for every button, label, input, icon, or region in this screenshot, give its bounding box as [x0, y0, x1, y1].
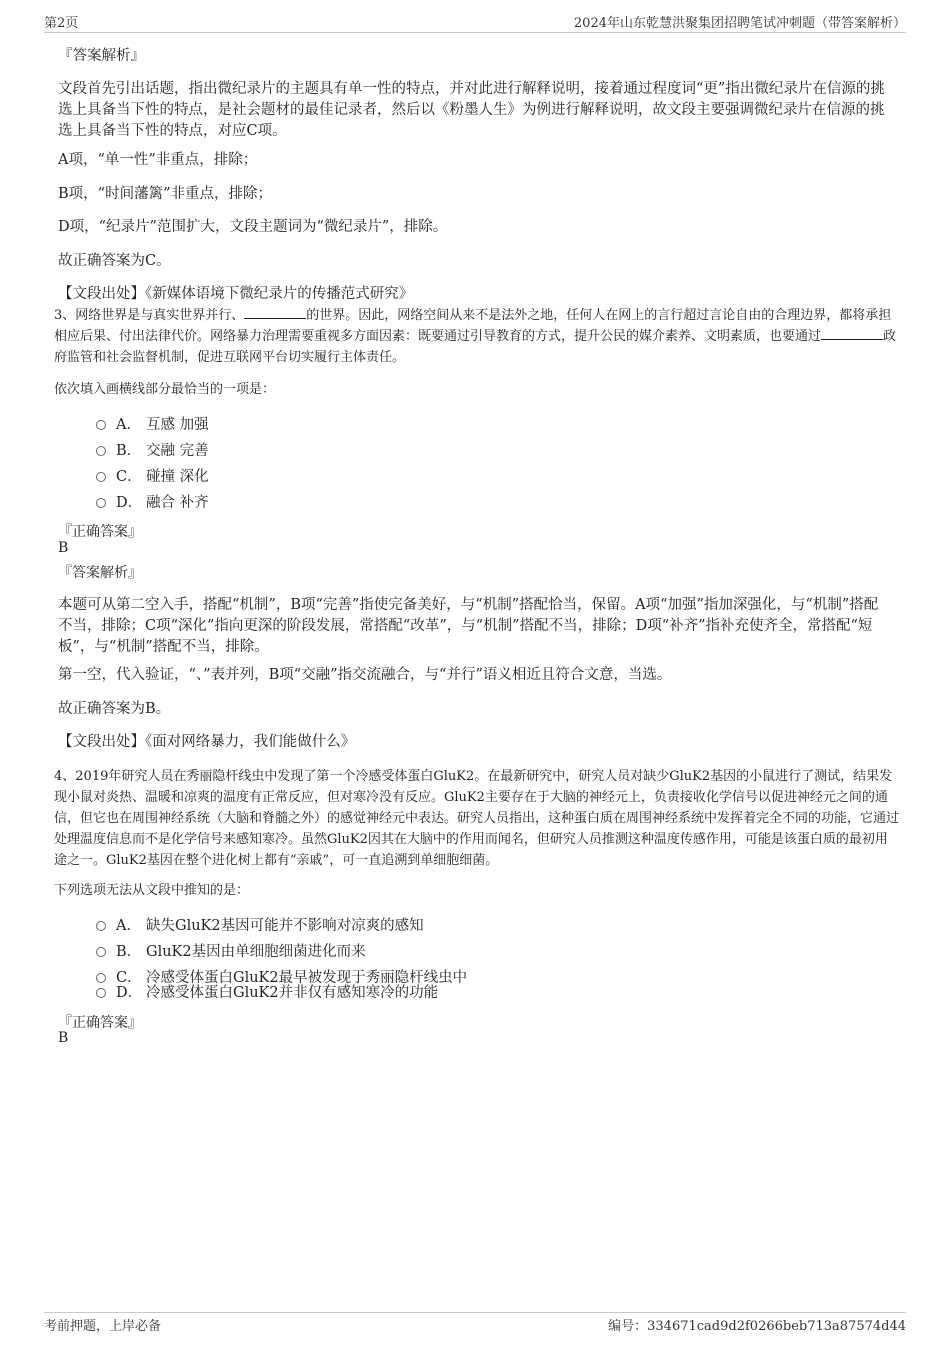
correct-answer-title: 『正确答案』	[58, 524, 142, 540]
analysis-title: 『答案解析』	[58, 48, 145, 64]
question-4-text: 4、2019年研究人员在秀丽隐杆线虫中发现了第一个冷感受体蛋白GluK2。在最新研究中，研究人员对缺少GluK2基因的小鼠进行了测试，结果发现小鼠对炎热、温暖和凉爽的温度有正常反应，但对寒冷没有反应。GluK2主要存在于大脑的神经元上，负责接收化学信号以促进神经元之间的通信，但它也在周围神经系统（大脑和脊髓之外）的感觉神经元中表达。研究人员指出，这种蛋白质在周围神经系统中发挥着完全不同的功能，它通过处理温度信息而不是化学信号来感知寒冷。虽然GluK2因其在大脑中的作用而闻名，但研究人员推测这种温度传感作用，可能是该蛋白质的最初用途之一。GluK2基因在整个进化树上都有“亲戚”，可一直追溯到单细胞细菌。	[54, 769, 900, 868]
analysis-title: 『答案解析』	[58, 565, 142, 581]
option-d[interactable]: D． 融合 补齐	[96, 494, 209, 512]
document-id: 编号：334671cad9d2f0266beb713a87574d44	[608, 1319, 906, 1334]
analysis-conclusion: 故正确答案为B。	[58, 701, 171, 717]
page-header	[44, 12, 906, 33]
correct-answer-title: 『正确答案』	[58, 1015, 142, 1031]
option-a[interactable]: A． 互感 加强	[96, 416, 209, 434]
option-a[interactable]: A． 缺失GluK2基因可能并不影响对凉爽的感知	[96, 917, 424, 935]
radio-button[interactable]	[96, 446, 106, 456]
option-b[interactable]: B． GluK2基因由单细胞细菌进化而来	[96, 943, 366, 961]
source-citation: 【文段出处】《新媒体语境下微纪录片的传播范式研究》	[58, 286, 414, 302]
radio-button[interactable]	[96, 472, 106, 482]
option-c[interactable]: C． 碰撞 深化	[96, 468, 209, 486]
analysis-paragraph: 本题可从第二空入手，搭配“机制”，B项“完善”指使完备美好，与“机制”搭配恰当，保留。A项“加强”指加深强化，与“机制”搭配不当，排除；C项“深化”指向更深的阶段发展，常搭配“改革”，与“机制”搭配不当，排除；D项“补齐”指补充使齐全，常搭配“短板”，与“机制”搭配不当，排除。	[58, 597, 879, 655]
analysis-paragraph: 第一空，代入验证，“、”表并列，B项“交融”指交流融合，与“并行”语义相近且符合文意，当选。	[58, 667, 672, 683]
radio-button[interactable]	[96, 498, 106, 508]
radio-button[interactable]	[96, 921, 106, 931]
analysis-paragraph: 文段首先引出话题，指出微纪录片的主题具有单一性的特点，并对此进行解释说明，接着通过程度词“更”指出微纪录片在信源的挑选上具备当下性的特点，是社会题材的最佳记录者，然后以《粉墨人生》为例进行解释说明，故文段主要强调微纪录片在信源的挑选上具备当下性的特点，对应C项。	[58, 81, 885, 139]
analysis-conclusion: 故正确答案为C。	[58, 253, 171, 269]
option-c[interactable]: C． 冷感受体蛋白GluK2最早被发现于秀丽隐杆线虫中	[96, 969, 467, 987]
document-title: 2024年山东乾慧洪聚集团招聘笔试冲刺题（带答案解析）	[573, 16, 906, 31]
page-footer	[44, 1312, 906, 1334]
footer-slogan: 考前押题，上岸必备	[44, 1319, 162, 1334]
radio-button[interactable]	[96, 973, 106, 983]
radio-button[interactable]	[96, 947, 106, 957]
analysis-option-b: B项，“时间藩篱”非重点，排除；	[58, 186, 272, 202]
question-4-prompt: 下列选项无法从文段中推知的是：	[54, 883, 250, 898]
fill-blank	[244, 305, 306, 319]
correct-answer: B	[58, 1030, 69, 1046]
source-citation: 【文段出处】《面对网络暴力，我们能做什么》	[58, 734, 356, 750]
fill-blank	[821, 326, 883, 340]
question-3-text: 3、网络世界是与真实世界并行、 的世界。因此，网络空间从来不是法外之地，任何人在网上的言行超过言论自由的合理边界，都将承担相应后果、付出法律代价。网络暴力治理需要重视多方面因素：既要通过引导教育的方式，提升公民的媒介素养、文明素质，也要通过 政府监管和社会监督机制，促进互联网平台切实履行主体责任。	[54, 305, 899, 368]
radio-button[interactable]	[96, 420, 106, 430]
page-number: 第2页	[44, 16, 79, 31]
analysis-option-a: A项，“单一性”非重点，排除；	[58, 152, 258, 168]
correct-answer: B	[58, 540, 69, 556]
radio-button[interactable]	[96, 988, 106, 998]
analysis-option-d: D项，“纪录片”范围扩大，文段主题词为“微纪录片”，排除。	[58, 219, 448, 235]
option-d[interactable]: D． 冷感受体蛋白GluK2并非仅有感知寒冷的功能	[96, 984, 438, 1002]
question-3-prompt: 依次填入画横线部分最恰当的一项是：	[54, 382, 276, 397]
option-b[interactable]: B． 交融 完善	[96, 442, 209, 460]
